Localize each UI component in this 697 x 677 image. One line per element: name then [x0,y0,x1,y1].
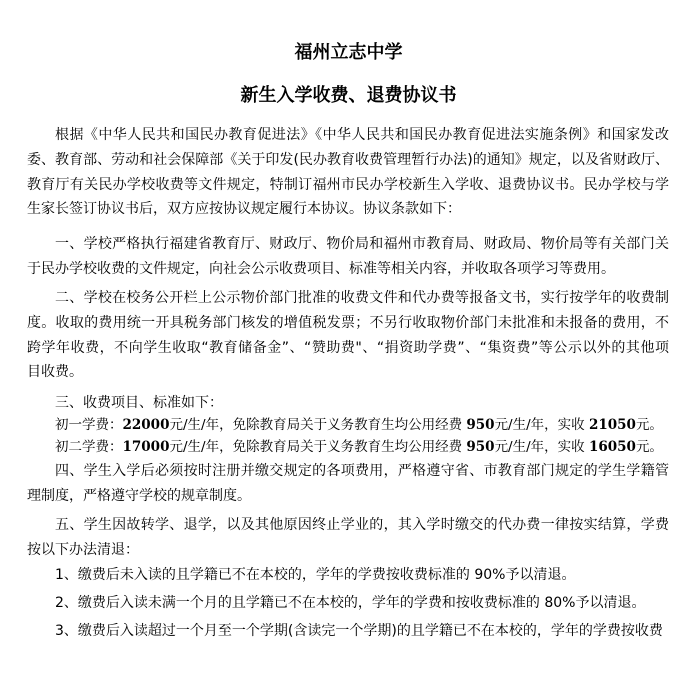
text-line: 目收费。 [27,364,83,380]
text-line: 五、学生因故转学、退学，以及其他原因终止学业的，其入学时缴交的代办费一律按实结算，学费 [55,517,669,533]
refund-item: 3、缴费后入读超过一个月至一个学期(含读完一个学期)的且学籍已不在本校的，学年的学费按收费 [55,623,663,639]
fee-unit: 元/生/年，免除教育局关于义务教育生均公用经费 [169,439,463,455]
text-line: 委、教育部、劳动和社会保障部《关于印发(民办教育收费管理暂行办法)的通知》规定，以及省财政厅、 [27,152,669,168]
text-line: 生家长签订协议书后，双方应按协议规定履行本协议。协议条款如下： [27,201,461,217]
fee-exempt: 950 [466,439,495,455]
text-line: 理制度，严格遵守学校的规章制度。 [27,488,251,504]
refund-item: 1、缴费后未入读的且学籍已不在本校的，学年的学费按收费标准的 90%予以清退。 [55,567,576,583]
fee-end: 元。 [635,439,663,455]
clause-3-heading: 三、收费项目、标准如下： [55,395,223,411]
text-line: 一、学校严格执行福建省教育厅、财政厅、物价局和福州市教育局、财政局、物价局等有关部门关 [55,236,669,252]
school-name: 福州立志中学 [294,42,403,63]
fee-line-grade-1 [55,416,669,434]
fee-end: 元。 [635,417,663,433]
fee-actual: 21050 [588,417,636,433]
text-line: 按以下办法清退： [27,542,139,558]
fee-grade: 初一学费： [55,417,123,433]
text-line: 度。收取的费用统一开具税务部门核发的增值税发票；不另行收取物价部门未批准和未报备的费用，不 [27,315,669,331]
fee-amount: 17000 [122,439,170,455]
fee-grade: 初二学费： [55,439,123,455]
refund-item: 2、缴费后入读未满一个月的且学籍已不在本校的，学年的学费和按收费标准的 80%予以清退。 [55,595,646,611]
text-line: 四、学生入学后必须按时注册并缴交规定的各项费用，严格遵守省、市教育部门规定的学生学籍管 [55,463,669,479]
fee-exempt: 950 [466,417,495,433]
fee-amount: 22000 [122,417,170,433]
fee-unit: 元/生/年，实收 [494,439,585,455]
fee-line-grade-2 [55,438,669,456]
document-title: 新生入学收费、退费协议书 [240,85,457,106]
text-line: 跨学年收费，不向学生收取“教育储备金”、“赞助费"、“捐资助学费”、“集资费”等公示以外的其他项 [27,340,669,356]
text-line: 教育厅有关民办学校收费等文件规定，特制订福州市民办学校新生入学收、退费协议书。民办学校与学 [27,177,669,193]
text-line: 二、学校在校务公开栏上公示物价部门批准的收费文件和代办费等报备文书，实行按学年的收费制 [55,290,669,306]
fee-actual: 16050 [588,439,636,455]
text-line: 根据《中华人民共和国民办教育促进法》《中华人民共和国民办教育促进法实施条例》和国家发改 [55,127,669,143]
fee-unit: 元/生/年，实收 [494,417,585,433]
text-line: 于民办学校收费的文件规定，向社会公示收费项目、标准等相关内容，并收取各项学习等费用。 [27,261,615,277]
fee-unit: 元/生/年，免除教育局关于义务教育生均公用经费 [169,417,463,433]
